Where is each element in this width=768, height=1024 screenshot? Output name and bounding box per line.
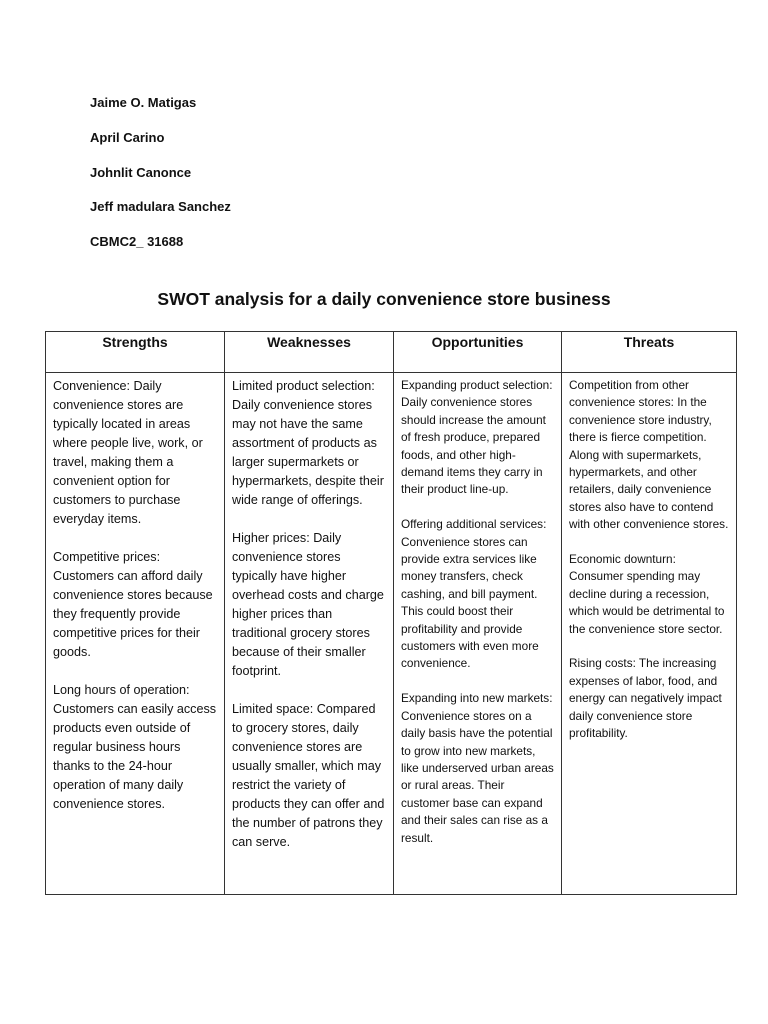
weaknesses-cell <box>225 373 394 895</box>
weakness-item: Limited space: Compared to grocery stores, daily convenience stores are usually smaller, which may restrict the variety of products they can offer and the number of patrons they can serve. <box>232 702 385 849</box>
swot-table <box>45 331 737 895</box>
content-row <box>46 373 737 895</box>
threats-cell <box>562 373 737 895</box>
document-title: SWOT analysis for a daily convenience store business <box>157 289 611 309</box>
weakness-item: Limited product selection: Daily convenience stores may not have the same assortment of products as larger supermarkets or hypermarkets, despite their wide range of offerings. <box>232 379 384 507</box>
opportunity-item: Expanding product selection: Daily convenience stores should increase the amount of fresh produce, prepared foods, and other high-demand items they carry in their product line-up. <box>401 378 553 497</box>
header-threats: Threats <box>562 332 737 373</box>
header-row <box>46 332 737 373</box>
threat-item: Economic downturn: Consumer spending may decline during a recession, which would be detrimental to the convenience store sector. <box>569 552 725 636</box>
author-name: Jaime O. Matigas <box>90 95 197 110</box>
opportunity-item: Offering additional services: Convenience stores can provide extra services like money transfers, check cashing, and bill payment. This could boost their profitability and provide customers with even more convenience. <box>401 517 547 671</box>
header-weaknesses: Weaknesses <box>225 332 394 373</box>
weakness-item: Higher prices: Daily convenience stores typically have higher overhead costs and charge higher prices than traditional grocery stores because of their smaller footprint. <box>232 531 384 678</box>
author-list <box>90 94 231 268</box>
strengths-cell <box>46 373 225 895</box>
strength-item: Competitive prices: Customers can afford daily convenience stores because they frequently provide competitive prices for their goods. <box>53 550 213 659</box>
opportunity-item: Expanding into new markets: Convenience stores on a daily basis have the potential to grow into new markets, like underserved urban areas or rural areas. Their customer base can expand and their sales can rise as a result. <box>401 691 554 845</box>
author-name: April Carino <box>90 129 165 145</box>
threat-item: Competition from other convenience stores: In the convenience store industry, there is fierce competition. Along with supermarkets, hypermarkets, and other retailers, daily convenience stores also have to contend with other convenience stores. <box>569 378 729 532</box>
header-opportunities: Opportunities <box>394 332 562 373</box>
opportunities-cell <box>394 373 562 895</box>
author-name: Jeff madulara Sanchez <box>90 199 231 215</box>
threat-item: Rising costs: The increasing expenses of labor, food, and energy can negatively impact daily convenience store profitability. <box>569 656 722 741</box>
section-code: CBMC2_ 31688 <box>90 234 184 249</box>
author-name: Johnlit Canonce <box>90 164 192 180</box>
header-strengths: Strengths <box>46 332 225 373</box>
strength-item: Long hours of operation: Customers can easily access products even outside of regular business hours thanks to the 24-hour operation of many daily convenience stores. <box>53 683 217 811</box>
strength-item: Convenience: Daily convenience stores are typically located in areas where people live, work, or travel, making them a convenient option for customers to purchase everyday items. <box>53 379 203 526</box>
